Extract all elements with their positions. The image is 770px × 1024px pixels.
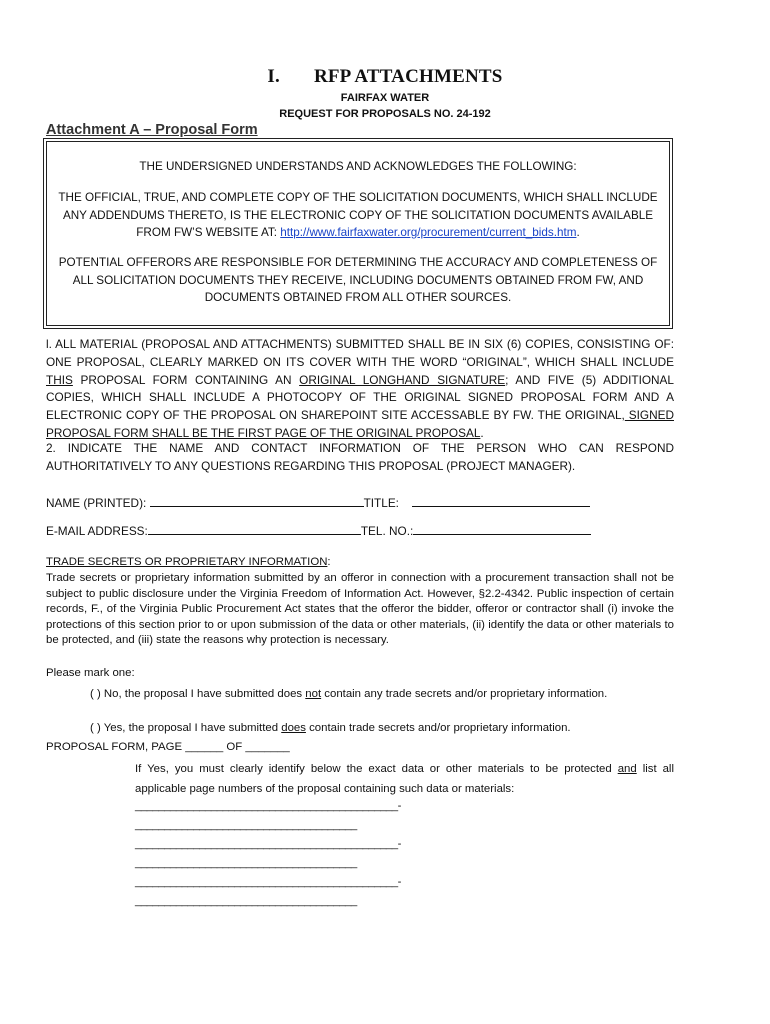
if-yes-instructions: If Yes, you must clearly identify below the exact data or other materials to be protected and list all applicable page numbers of the proposal containing such data or materials:	[135, 763, 674, 795]
responsibility-notice: POTENTIAL OFFERORS ARE RESPONSIBLE FOR DETERMINING THE ACCURACY AND COMPLETENESS OF ALL SOLICITATION DOCUMENTS THEY RECEIVE, INCLUDING DOCUMENTS OBTAINED FROM FW, AND DOCUMENTS OBTAINED FROM ALL OTHER SOURCES.	[58, 256, 658, 304]
trade-secrets-body: Trade secrets or proprietary information submitted by an offeror in connection with a procurement transaction shall not be subject to public disclosure under the Virginia Freedom of Information Act. However, §2.2-4342. Public inspection of certain records, F., of the Virginia Public Procurement Act states that the offeror the bidder, offeror or contractor shall (i) invoke the protections of this section prior to or upon submission of the data or other materials, (ii) identify the data or other materials to be protected, and (iii) state the reasons why protection is necessary.	[46, 572, 674, 647]
attachment-title: Attachment A – Proposal Form	[46, 122, 258, 138]
page-title	[0, 66, 770, 88]
tel-label: TEL. NO.:	[360, 524, 414, 538]
name-label: NAME (PRINTED):	[46, 496, 147, 510]
proposal-form-page: PROPOSAL FORM, PAGE ______ OF _______	[46, 741, 290, 753]
trade-secrets-heading: TRADE SECRETS OR PROPRIETARY INFORMATION:	[46, 556, 331, 568]
option-no[interactable]: ( ) No, the proposal I have submitted does not contain any trade secrets and/or proprietary information.	[90, 688, 608, 700]
protected-data-line[interactable]: ______________________________________	[135, 857, 357, 869]
protected-data-line[interactable]: _____________________________________________-	[135, 876, 401, 888]
procurement-link[interactable]: http://www.fairfaxwater.org/procurement/current_bids.htm	[280, 226, 577, 239]
mark-one-label: Please mark one:	[46, 667, 135, 679]
instruction-1: l. ALL MATERIAL (PROPOSAL AND ATTACHMENTS) SUBMITTED SHALL BE IN SIX (6) COPIES, CONSISTING OF: ONE PROPOSAL, CLEARLY MARKED ON ITS COVER WITH THE WORD “ORIGINAL”, WHICH SHALL INCLUDE THIS PROPOSAL FORM CONTAINING AN ORIGINAL LONGHAND SIGNATURE; AND FIVE (5) ADDITIONAL COPIES, WHICH SHALL INCLUDE A PHOTOCOPY OF THE ORIGINAL SIGNED PROPOSAL FORM AND A ELECTRONIC COPY OF THE PROPOSAL ON SHAREPOINT SITE ACCESSABLE BY FW. THE ORIGINAL, SIGNED PROPOSAL FORM SHALL BE THE FIRST PAGE OF THE ORIGINAL PROPOSAL.	[46, 337, 674, 440]
tel-input-line[interactable]	[413, 522, 591, 535]
protected-data-line[interactable]: _____________________________________________-	[135, 838, 401, 850]
email-label: E-MAIL ADDRESS:	[46, 524, 148, 538]
email-field-row	[46, 522, 591, 538]
protected-data-line[interactable]: ______________________________________	[135, 895, 357, 907]
email-input-line[interactable]	[148, 522, 361, 535]
name-field-row	[46, 494, 590, 510]
section-number: I.	[267, 66, 280, 87]
protected-data-line[interactable]: ______________________________________	[135, 819, 357, 831]
instruction-2: 2. INDICATE THE NAME AND CONTACT INFORMATION OF THE PERSON WHO CAN RESPOND AUTHORITATIVELY TO ANY QUESTIONS REGARDING THIS PROPOSAL (PROJECT MANAGER).	[46, 441, 674, 473]
name-input-line[interactable]	[150, 494, 364, 507]
acknowledgement-box	[46, 141, 670, 326]
official-copy-notice: THE OFFICIAL, TRUE, AND COMPLETE COPY OF THE SOLICITATION DOCUMENTS, WHICH SHALL INCLUDE ANY ADDENDUMS THERETO, IS THE ELECTRONIC COPY OF THE SOLICITATION DOCUMENTS AVAILABLE FROM FW’S WEBSITE AT: http://www.fairfaxwater.org/procurement/current_bids.htm.	[58, 191, 658, 239]
section-title: RFP ATTACHMENTS	[313, 66, 503, 87]
option-yes[interactable]: ( ) Yes, the proposal I have submitted does contain trade secrets and/or proprietary information.	[90, 722, 571, 734]
acknowledgement-intro: THE UNDERSIGNED UNDERSTANDS AND ACKNOWLEDGES THE FOLLOWING:	[139, 160, 577, 173]
protected-data-line[interactable]: _____________________________________________-	[135, 800, 401, 812]
organization-name: FAIRFAX WATER	[340, 92, 430, 104]
title-label: TITLE:	[363, 496, 399, 510]
title-input-line[interactable]	[412, 494, 590, 507]
rfp-number: REQUEST FOR PROPOSALS NO. 24-192	[279, 108, 491, 120]
